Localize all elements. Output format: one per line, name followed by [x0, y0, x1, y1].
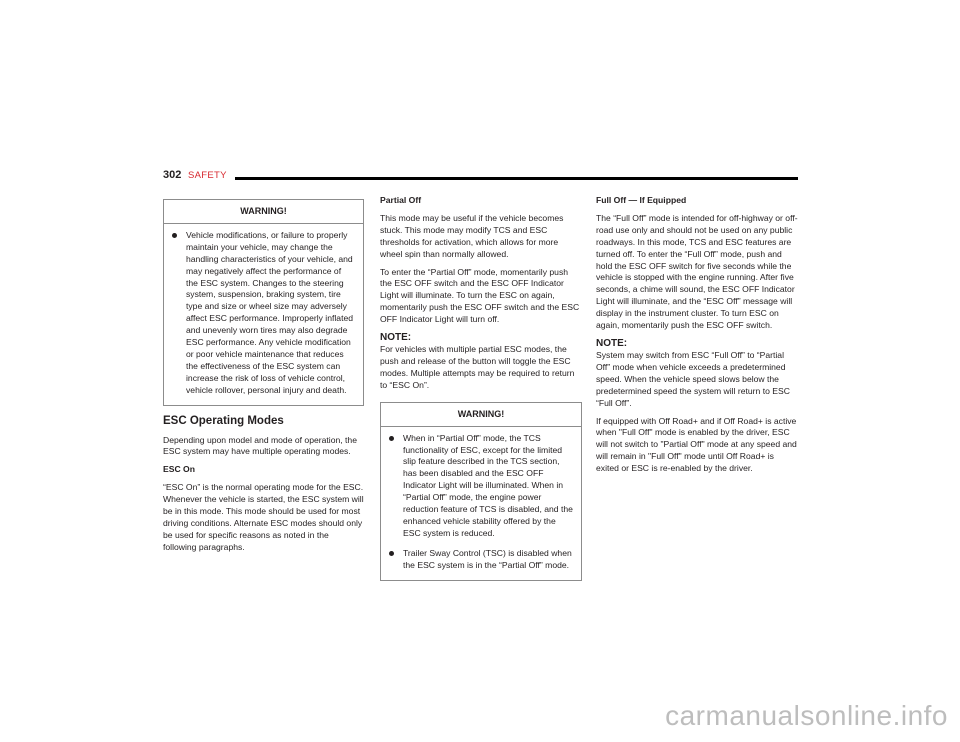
- note-paragraph-2: If equipped with Off Road+ and if Off Road+ is active when "Full Off" mode is enabled by the driver, ESC will not switch to "Partial Off" mode at any speed and will remain in "Full Off" mode until Off Road+ is exited or ESC is re-enabled by the driver.: [596, 415, 797, 474]
- column-1: [163, 199, 364, 560]
- esc-on-heading: ESC On: [163, 464, 195, 475]
- bullet-icon: [172, 233, 177, 238]
- bullet-icon: [389, 551, 394, 556]
- full-off-heading: Full Off — If Equipped: [596, 195, 687, 205]
- warning-list: [381, 427, 581, 580]
- column-2: [380, 195, 582, 591]
- header-rule: [235, 177, 798, 180]
- warning-item: Vehicle modifications, or failure to properly maintain your vehicle, may change the handling characteristics of your vehicle, and may negatively affect the performance of the ESC system. Changes to the steering system, suspension, braking system, tire type and size or wheel size may adversely affect ESC performance. Improperly inflated and unevenly worn tires may also degrade ESC performance. Any vehicle modification or poor vehicle maintenance that reduces the effectiveness of the ESC system can increase the risk of loss of vehicle control, vehicle rollover, personal injury and death.: [172, 230, 355, 397]
- note-label: NOTE:: [596, 337, 628, 349]
- note-paragraph: For vehicles with multiple partial ESC modes, the push and release of the button will toggle the ESC modes. Multiple attempts may be required to return to “ESC On”.: [380, 344, 575, 390]
- esc-operating-modes-heading: ESC Operating Modes: [163, 414, 284, 427]
- full-off-paragraph: The “Full Off” mode is intended for off-highway or off-road use only and should not be used on any public roadways. In this mode, TCS and ESC features are turned off. To enter the “Full Off” mode, push and hold the ESC OFF switch for five seconds while the vehicle is stopped with the engine running. After five seconds, a chime will sound, the ESC OFF Indicator Light will illuminate, and the “ESC Off” message will display in the instrument cluster. To turn ESC on again, momentarily push the ESC OFF switch.: [596, 212, 798, 331]
- warning-box-partial-off: [380, 402, 582, 581]
- warning-title: WARNING!: [164, 200, 363, 224]
- watermark: carmanualsonline.info: [665, 700, 948, 731]
- page-header: [163, 169, 798, 189]
- warning-item: When in “Partial Off” mode, the TCS functionality of ESC, except for the limited slip feature described in the TCS section, has been disabled and the ESC OFF Indicator Light will be illuminated. When in “Partial Off” mode, the engine power reduction feature of TCS is disabled, and the enhanced vehicle stability offered by the ESC system is reduced.: [389, 433, 573, 540]
- partial-off-paragraph-1: This mode may be useful if the vehicle becomes stuck. This mode may modify TCS and ESC thresholds for activation, which allows for more wheel spin than normally allowed.: [380, 212, 564, 259]
- section-title: SAFETY: [188, 170, 227, 181]
- warning-box-vehicle-modifications: [163, 199, 364, 406]
- warning-item: Trailer Sway Control (TSC) is disabled when the ESC system is in the “Partial Off” mode.: [389, 548, 573, 572]
- partial-off-paragraph-2: To enter the “Partial Off” mode, momentarily push the ESC OFF switch and the ESC OFF Indicator Light will illuminate. To turn the ESC on again, momentarily push the ESC OFF switch and the ESC OFF Indicator Light will turn off.: [380, 266, 580, 325]
- note-label: NOTE:: [380, 332, 412, 344]
- intro-paragraph: Depending upon model and mode of operation, the ESC system may have multiple operating modes.: [163, 434, 357, 457]
- note-paragraph-1: System may switch from ESC “Full Off” to “Partial Off” mode when vehicle exceeds a predetermined speed. When the vehicle speed slows below the predetermined speed the system will return to ESC “Full Off”.: [596, 349, 790, 408]
- bullet-icon: [389, 436, 394, 441]
- column-3: [596, 195, 798, 481]
- esc-on-paragraph: “ESC On” is the normal operating mode for the ESC. Whenever the vehicle is started, the ESC system will be in this mode. This mode should be used for most driving conditions. Alternate ESC modes should only be used for specific reasons as noted in the following paragraphs.: [163, 482, 364, 552]
- partial-off-heading: Partial Off: [380, 195, 422, 205]
- page-number: 302: [163, 169, 182, 181]
- warning-list: [164, 224, 363, 405]
- warning-title: WARNING!: [381, 403, 581, 427]
